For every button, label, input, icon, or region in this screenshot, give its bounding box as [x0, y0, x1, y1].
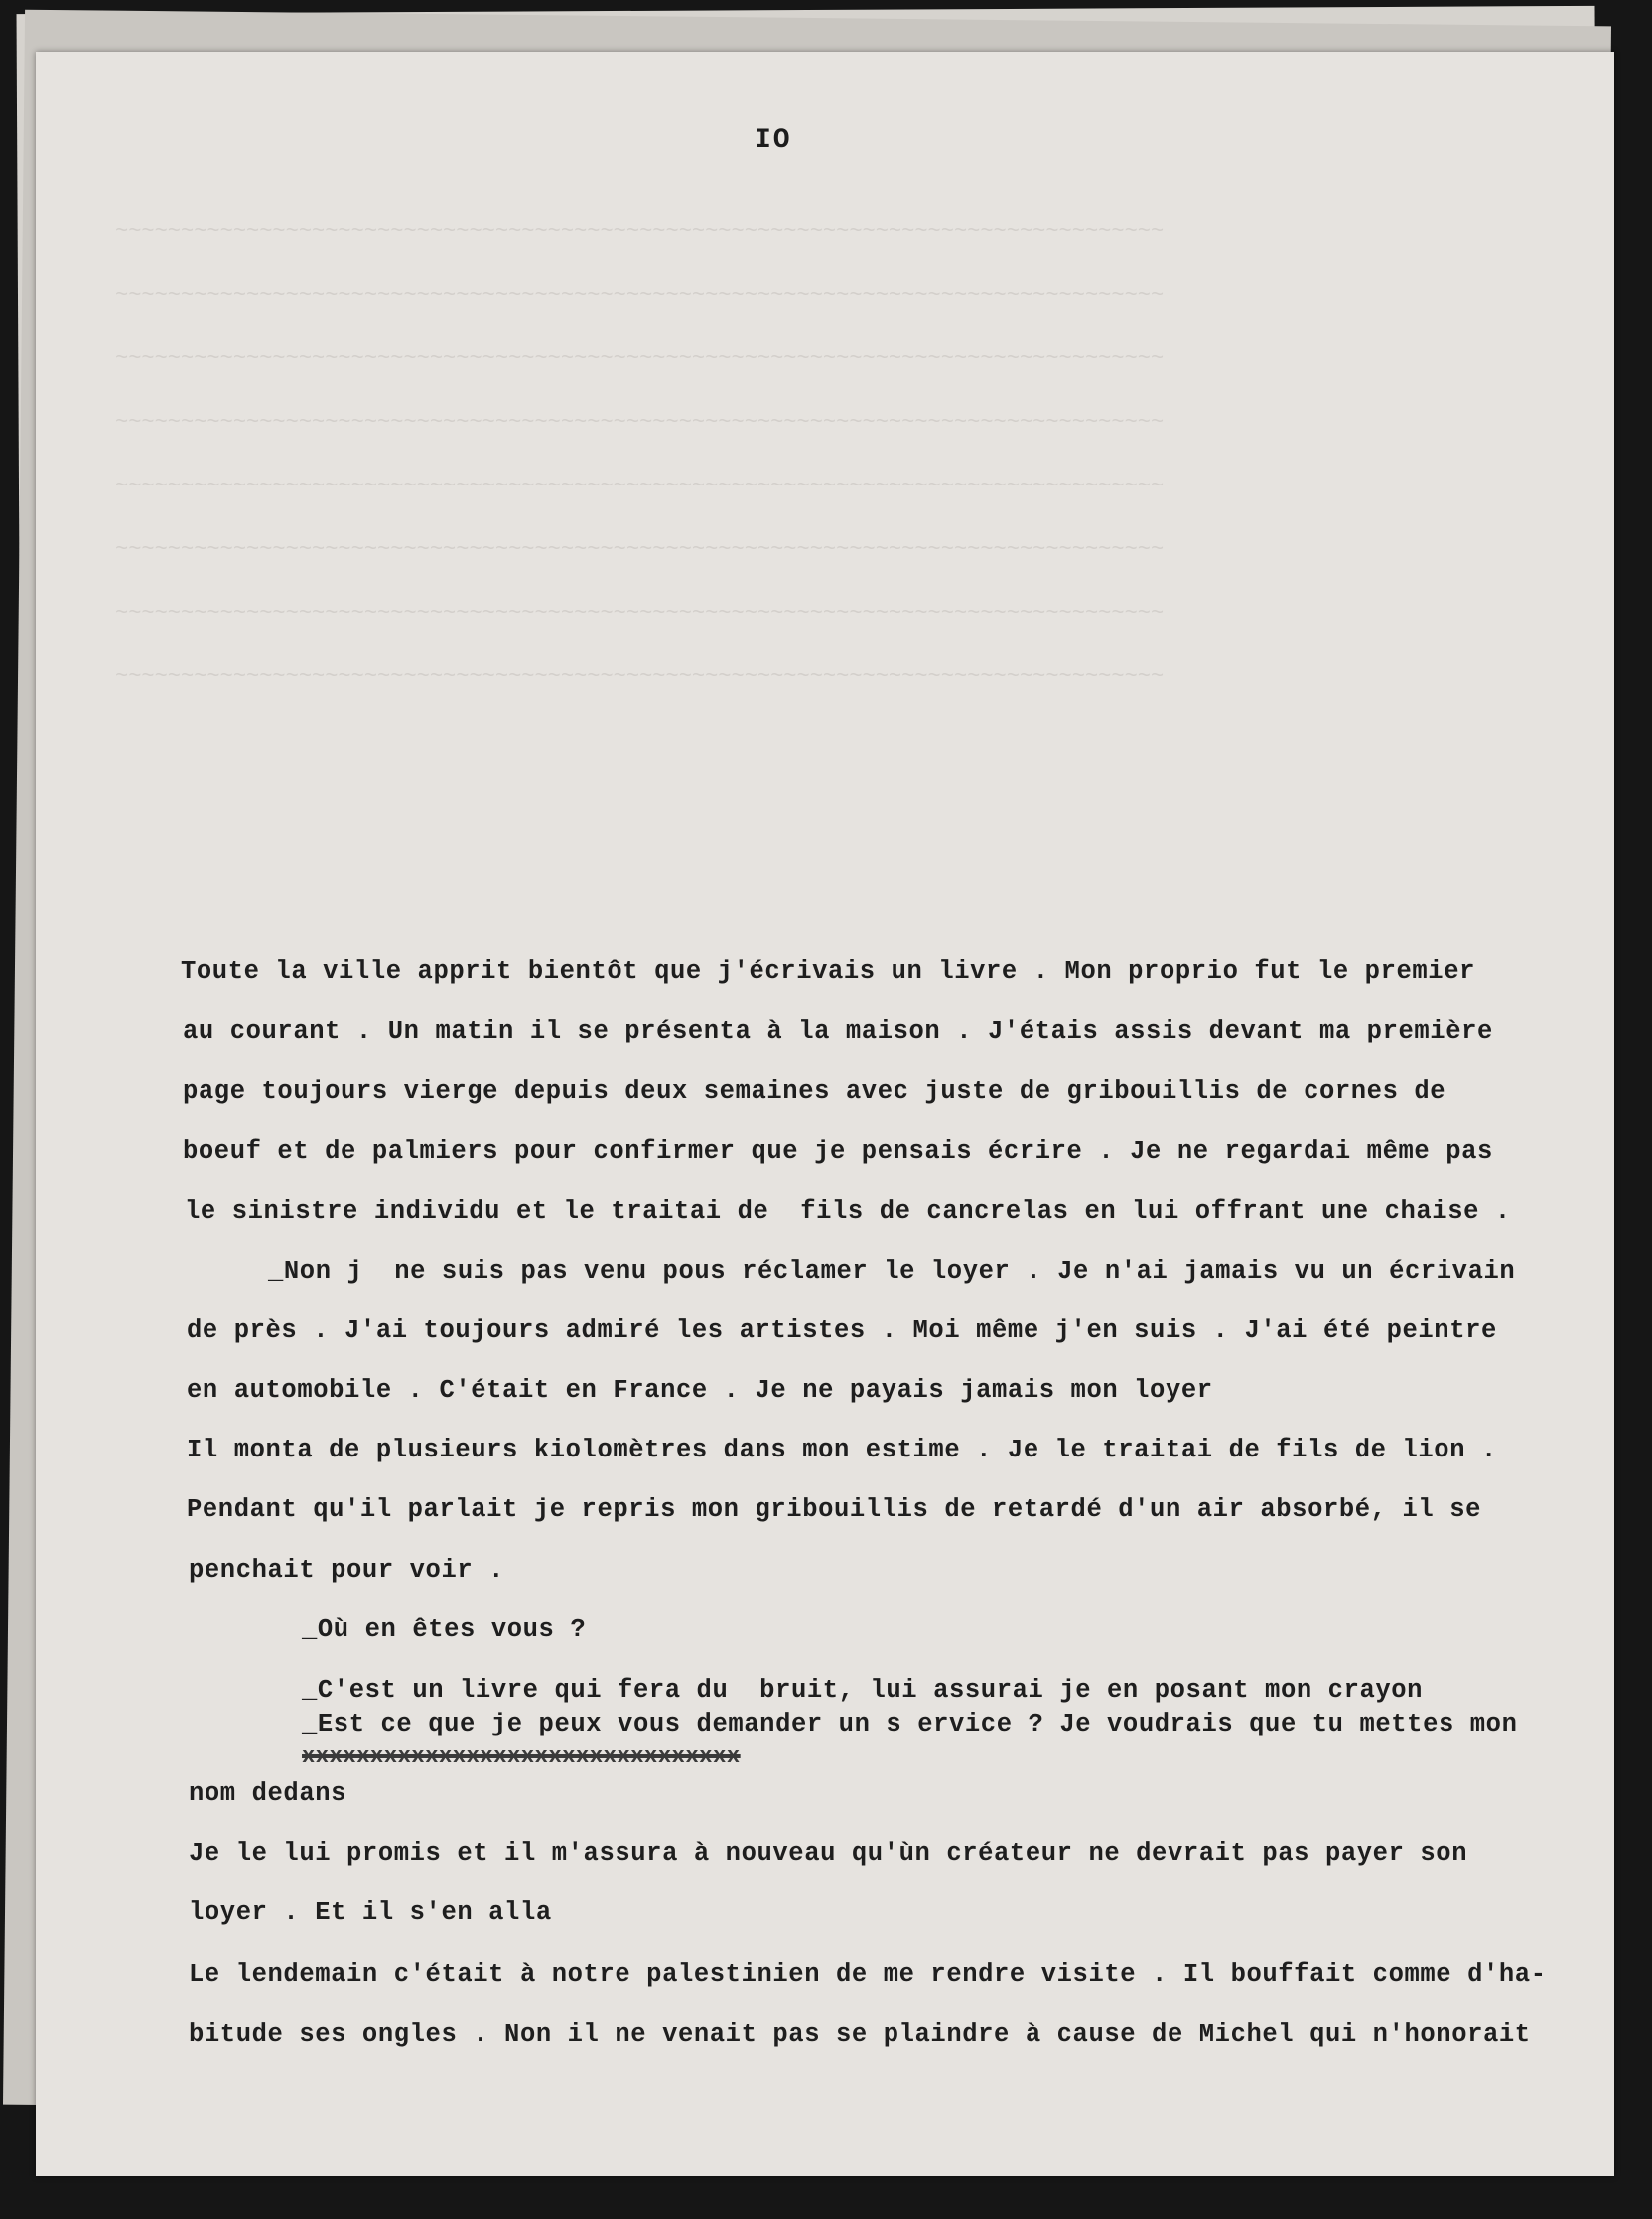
- text-line: Pendant qu'il parlait je repris mon gribouillis de retardé d'un air absorbé, il se: [187, 1495, 1482, 1524]
- text-line: le sinistre individu et le traitai de fils de cancrelas en lui offrant une chaise .: [185, 1197, 1511, 1226]
- text-line: page toujours vierge depuis deux semaines avec juste de gribouillis de cornes de: [183, 1077, 1446, 1106]
- text-line: bitude ses ongles . Non il ne venait pas se plaindre à cause de Michel qui n'honorait: [189, 2020, 1531, 2049]
- bleed-through-text: ~~~~~~~~~~~~~~~~~~~~~~~~~~~~~~~~~~~~~~~~~~~~~~~~~~~~~~~~~~~~~~~~~~~~~~~~~~~~~~~~ ~~~~~~~~~~~~~~~~~~~~~~~~~~~~~~~~~~~~~~~~~~~~~~~~~~~~~~~~~~~~~~~~~~~~~~~~~~~~~~~~ ~~~~~~~~~~~~~~~~~~~~~~~~~~~~~~~~~~~~~~~~~~~~~~~~~~~~~~~~~~~~~~~~~~~~~~~~~~~~~~~~ ~~~~~~~~~~~~~~~~~~~~~~~~~~~~~~~~~~~~~~~~~~~~~~~~~~~~~~~~~~~~~~~~~~~~~~~~~~~~~~~~ ~~~~~~~~~~~~~~~~~~~~~~~~~~~~~~~~~~~~~~~~~~~~~~~~~~~~~~~~~~~~~~~~~~~~~~~~~~~~~~~~ ~~~~~~~~~~~~~~~~~~~~~~~~~~~~~~~~~~~~~~~~~~~~~~~~~~~~~~~~~~~~~~~~~~~~~~~~~~~~~~~~ ~~~~~~~~~~~~~~~~~~~~~~~~~~~~~~~~~~~~~~~~~~~~~~~~~~~~~~~~~~~~~~~~~~~~~~~~~~~~~~~~ ~~~~~~~~~~~~~~~~~~~~~~~~~~~~~~~~~~~~~~~~~~~~~~~~~~~~~~~~~~~~~~~~~~~~~~~~~~~~~~~~: [115, 219, 1165, 689]
- text-line: penchait pour voir .: [189, 1556, 505, 1585]
- text-line: loyer . Et il s'en alla: [189, 1898, 552, 1927]
- text-line: _Est ce que je peux vous demander un s ervice ? Je voudrais que tu mettes mon: [302, 1710, 1518, 1738]
- text-line: _C'est un livre qui fera du bruit, lui assurai je en posant mon crayon: [302, 1676, 1424, 1705]
- text-line: boeuf et de palmiers pour confirmer que je pensais écrire . Je ne regardai même pas: [183, 1137, 1493, 1166]
- page-number: IO: [755, 125, 792, 156]
- text-line: Le lendemain c'était à notre palestinien de me rendre visite . Il bouffait comme d'ha-: [189, 1960, 1547, 1989]
- text-line: Il monta de plusieurs kiolomètres dans mon estime . Je le traitai de fils de lion .: [187, 1436, 1497, 1464]
- text-line: au courant . Un matin il se présenta à la maison . J'étais assis devant ma première: [183, 1017, 1493, 1045]
- text-line: Je le lui promis et il m'assura à nouveau qu'ùn créateur ne devrait pas payer son: [189, 1839, 1468, 1868]
- text-line: en automobile . C'était en France . Je ne payais jamais mon loyer: [187, 1376, 1213, 1405]
- text-line: _Où en êtes vous ?: [302, 1615, 587, 1644]
- text-line: _Non j ne suis pas venu pous réclamer le loyer . Je n'ai jamais vu un écrivain: [268, 1257, 1516, 1286]
- text-line: Toute la ville apprit bientôt que j'écrivais un livre . Mon proprio fut le premier: [181, 957, 1476, 986]
- text-line: de près . J'ai toujours admiré les artistes . Moi même j'en suis . J'ai été peintre: [187, 1317, 1497, 1345]
- typewritten-page: [36, 52, 1614, 2176]
- struck-out-text: xxxxxxxxxxxxxxxxxxxxxxxxxxxxxxxx: [302, 1744, 741, 1769]
- text-line: nom dedans: [189, 1779, 347, 1808]
